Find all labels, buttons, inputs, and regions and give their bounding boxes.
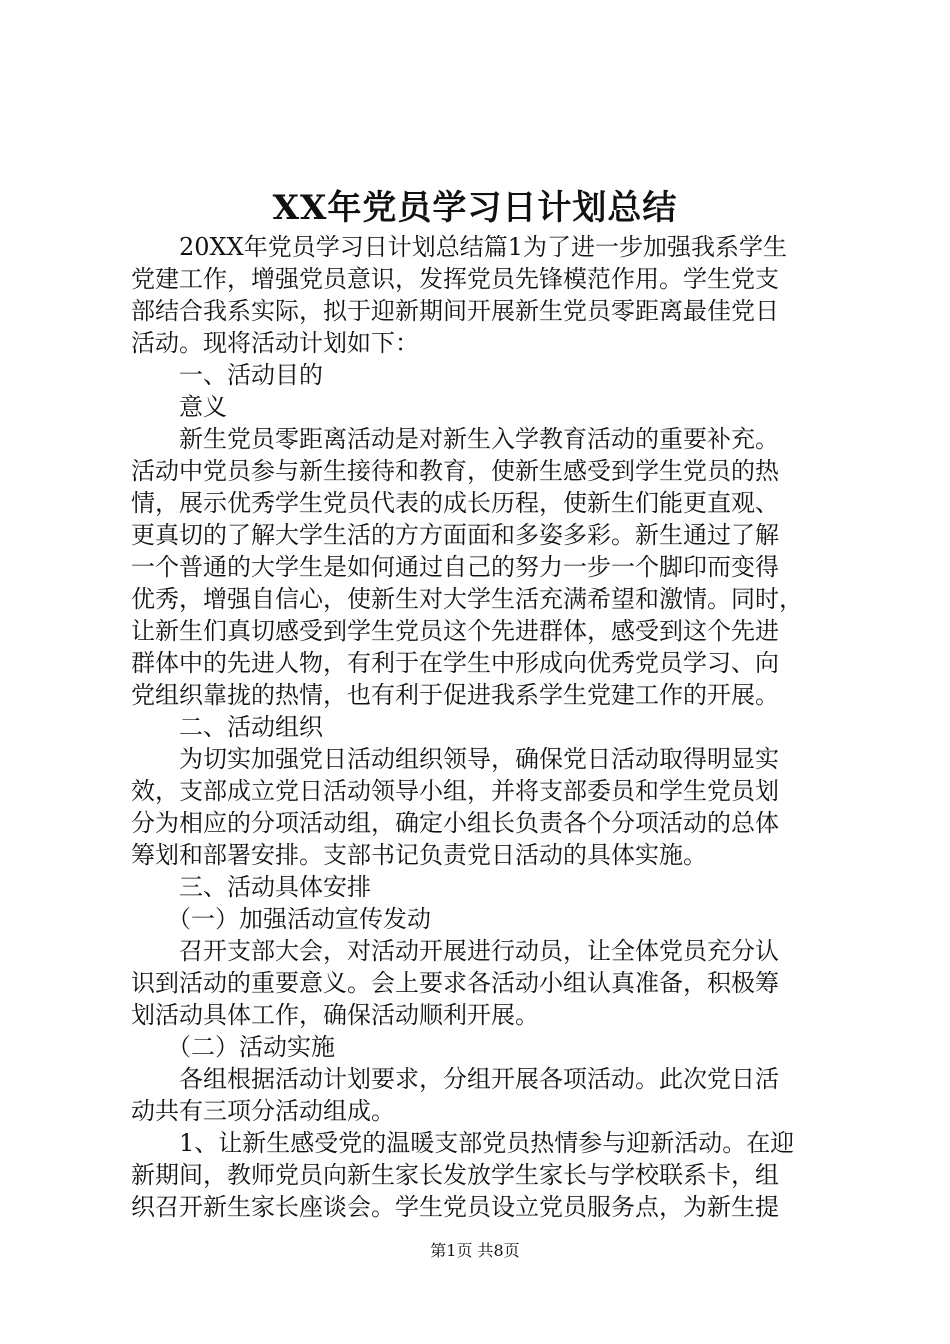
body-line: 效，支部成立党日活动领导小组，并将支部委员和学生党员划 bbox=[131, 777, 779, 805]
body-line: 召开支部大会，对活动开展进行动员，让全体党员充分认 bbox=[131, 937, 779, 965]
body-line: 识到活动的重要意义。会上要求各活动小组认真准备，积极筹 bbox=[131, 969, 779, 997]
body-line: 情，展示优秀学生党员代表的成长历程，使新生们能更直观、 bbox=[131, 489, 779, 517]
body-line: 部结合我系实际，拟于迎新期间开展新生党员零距离最佳党日 bbox=[131, 297, 779, 325]
body-line: 群体中的先进人物，有利于在学生中形成向优秀党员学习、向 bbox=[131, 649, 779, 677]
subsection-heading: （一）加强活动宣传发动 bbox=[131, 905, 431, 933]
body-line: 划活动具体工作，确保活动顺利开展。 bbox=[131, 1001, 539, 1029]
section-heading: 三、活动具体安排 bbox=[131, 873, 371, 901]
body-line: 1、让新生感受党的温暖支部党员热情参与迎新活动。在迎 bbox=[131, 1129, 795, 1157]
section-heading: 二、活动组织 bbox=[131, 713, 323, 741]
section-heading: 一、活动目的 bbox=[131, 361, 323, 389]
subsection-heading: （二）活动实施 bbox=[131, 1033, 335, 1061]
body-line: 活动中党员参与新生接待和教育，使新生感受到学生党员的热 bbox=[131, 457, 779, 485]
body-line: 新期间，教师党员向新生家长发放学生家长与学校联系卡，组 bbox=[131, 1161, 779, 1189]
body-line: 让新生们真切感受到学生党员这个先进群体，感受到这个先进 bbox=[131, 617, 779, 645]
document-title: XX年党员学习日计划总结 bbox=[272, 188, 678, 228]
body-line: 筹划和部署安排。支部书记负责党日活动的具体实施。 bbox=[131, 841, 707, 869]
body-line: 新生党员零距离活动是对新生入学教育活动的重要补充。 bbox=[131, 425, 779, 453]
page-footer: 第1页 共8页 bbox=[430, 1241, 520, 1260]
body-line: 活动。现将活动计划如下： bbox=[131, 329, 419, 357]
body-line: 意义 bbox=[131, 393, 227, 421]
document-body bbox=[131, 231, 835, 1223]
body-line: 各组根据活动计划要求，分组开展各项活动。此次党日活 bbox=[131, 1065, 779, 1093]
body-line: 分为相应的分项活动组，确定小组长负责各个分项活动的总体 bbox=[131, 809, 779, 837]
body-line: 优秀，增强自信心，使新生对大学生活充满希望和激情。同时， bbox=[131, 585, 803, 613]
body-line: 一个普通的大学生是如何通过自己的努力一步一个脚印而变得 bbox=[131, 553, 779, 581]
body-line: 动共有三项分活动组成。 bbox=[131, 1097, 395, 1125]
body-line: 织召开新生家长座谈会。学生党员设立党员服务点，为新生提 bbox=[131, 1193, 779, 1221]
body-line: 20XX年党员学习日计划总结篇1为了进一步加强我系学生 bbox=[131, 233, 787, 261]
body-line: 更真切的了解大学生活的方方面面和多姿多彩。新生通过了解 bbox=[131, 521, 779, 549]
body-line: 为切实加强党日活动组织领导，确保党日活动取得明显实 bbox=[131, 745, 779, 773]
body-line: 党组织靠拢的热情，也有利于促进我系学生党建工作的开展。 bbox=[131, 681, 779, 709]
body-line: 党建工作，增强党员意识，发挥党员先锋模范作用。学生党支 bbox=[131, 265, 779, 293]
